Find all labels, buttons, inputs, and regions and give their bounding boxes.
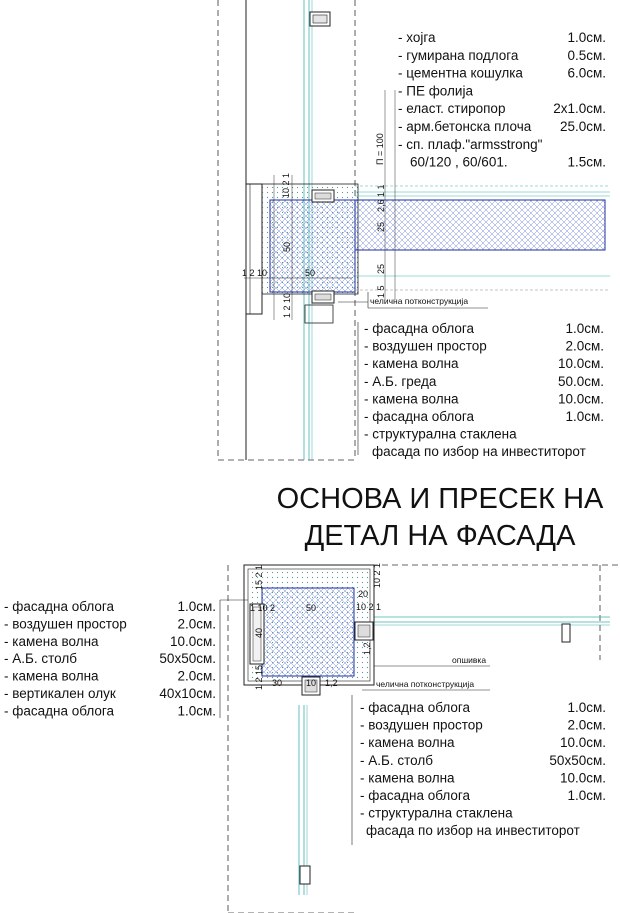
layer-name: - камена волна [360, 735, 455, 751]
layer-thickness: 2.0см. [177, 616, 216, 632]
plan-dim-20: 20 [358, 589, 369, 599]
layer-name: - структурална стаклена [364, 426, 517, 442]
plan-dim-50-top: 50 [306, 603, 317, 613]
layer-thickness: 1.0см. [177, 703, 216, 719]
layer-thickness: 1.0см. [565, 321, 604, 336]
layer-thickness: 10.0см. [559, 735, 606, 751]
layer-name: - камена волна [4, 633, 99, 649]
layer-name: - воздушен простор [364, 338, 487, 354]
floor-layers-list [398, 30, 606, 170]
plan-dim-10-21-top: 10 2 1 [372, 562, 382, 588]
layer-name: - А.Б. греда [364, 373, 437, 389]
dim-25b: 25 [376, 263, 386, 274]
layer-name: - арм.бетонска плоча [398, 119, 532, 134]
layer-name: - ПЕ фолија [398, 83, 473, 99]
layer-thickness: 1.0см. [567, 30, 606, 45]
layer-name: - фасадна облога [360, 788, 471, 803]
note-flashing: опшивка [452, 655, 487, 665]
layer-thickness: 50x50см. [549, 752, 606, 768]
layer-name: фасада по избор на инвеститорот [366, 823, 580, 839]
layer-name: - А.Б. столб [360, 752, 433, 768]
dim-25a: 25 [376, 221, 386, 232]
facade-layers-list [364, 321, 604, 459]
drawing-title-line2: ДЕТАЛ НА ФАСАДА [304, 520, 576, 552]
plan-left-layers-list [4, 599, 216, 718]
plan-mullion-far [562, 624, 570, 642]
layer-name: - фасадна облога [4, 599, 115, 614]
plan-dim-12-box: 1,2 [325, 678, 338, 688]
note-steel-substructure-bottom: челична потконструкција [376, 679, 475, 689]
layer-thickness: 40x10см. [159, 686, 216, 701]
layer-name: - камена волна [4, 668, 99, 684]
layer-thickness: 10.0см. [559, 770, 606, 786]
plan-dim-40: 40 [254, 627, 264, 638]
plan-drawing [4, 563, 620, 913]
layer-name: - вертикален олук [4, 686, 116, 701]
layer-thickness: 2x1.0см. [553, 101, 606, 117]
dim-2611: 2,6 1 1 [376, 184, 386, 212]
dim-50-vertical: 50 [282, 241, 292, 252]
layer-thickness: 1.5см. [567, 154, 606, 170]
concrete-column [262, 588, 354, 676]
plan-dim-1-2-15: 1 2 15 [254, 664, 264, 690]
layer-name: - камена волна [364, 356, 459, 372]
plan-mullion-lower [300, 866, 310, 884]
plan-dim-30: 30 [272, 678, 283, 688]
layer-thickness: 0.5см. [567, 47, 606, 63]
beam-cladding [246, 184, 262, 314]
layer-thickness: 50x50см. [159, 651, 216, 667]
plan-dim-10-21-r: 10 2 1 [356, 602, 382, 612]
layer-name: - гумирана подлога [398, 47, 519, 63]
layer-thickness: 6.0см. [567, 65, 606, 81]
dim-10-21: 10 2 1 [281, 172, 291, 198]
layer-name: - воздушен простор [360, 717, 483, 733]
note-steel-substructure-top: челична потконструкција [370, 296, 469, 306]
section-drawing [218, 0, 610, 460]
layer-name: - структурална стаклена [360, 805, 513, 821]
layer-thickness: 50.0см. [557, 373, 604, 389]
layer-name: - еласт. стиропор [398, 101, 506, 117]
plan-dim-12-right: 1,2 [362, 642, 372, 655]
dim-p100: П = 100 [375, 133, 385, 165]
layer-thickness: 10.0см. [169, 633, 216, 649]
dim-15: 1 5 [376, 285, 386, 298]
layer-name: - камена волна [360, 770, 455, 786]
dim-50-horizontal: 50 [305, 268, 316, 278]
layer-thickness: 2.0см. [567, 717, 606, 733]
layer-name: - воздушен простор [4, 616, 127, 632]
layer-name: - сп. плаф."armsstrong" [398, 136, 543, 152]
layer-name: - фасадна облога [364, 409, 475, 424]
layer-thickness: 25.0см. [559, 119, 606, 134]
layer-name: - фасадна облога [360, 700, 471, 715]
layer-thickness: 1.0см. [565, 409, 604, 424]
layer-thickness: 2.0см. [565, 338, 604, 354]
layer-name: - фасадна облога [4, 703, 115, 719]
plan-dim-1-10-2: 1 10 2 [250, 603, 276, 613]
dim-12-10-low: 1 2 10 [282, 292, 292, 318]
plan-dim-15-21: 15 2 1 [254, 564, 264, 590]
dim-12-10: 1 2 10 [242, 268, 268, 278]
layer-name: - камена волна [364, 391, 459, 407]
layer-thickness: 1.0см. [567, 700, 606, 715]
layer-thickness: 1.0см. [177, 599, 216, 614]
plan-dim-10-box: 10 [306, 678, 317, 688]
layer-thickness: 1.0см. [567, 788, 606, 803]
concrete-slab [355, 200, 605, 250]
drawing-title-line1: ОСНОВА И ПРЕСЕК НА [276, 483, 604, 515]
layer-name: - цементна кошулка [398, 65, 523, 81]
layer-name: - А.Б. столб [4, 651, 77, 667]
layer-name: - хојга [398, 30, 436, 45]
layer-name: - фасадна облога [364, 321, 475, 336]
layer-thickness: 2.0см. [177, 668, 216, 684]
plan-right-layers-list [360, 700, 606, 838]
layer-name: 60/120 , 60/601. [410, 154, 508, 170]
layer-thickness: 10.0см. [557, 391, 604, 407]
layer-thickness: 10.0см. [557, 356, 604, 372]
layer-name: фасада по избор на инвеститорот [372, 444, 586, 460]
